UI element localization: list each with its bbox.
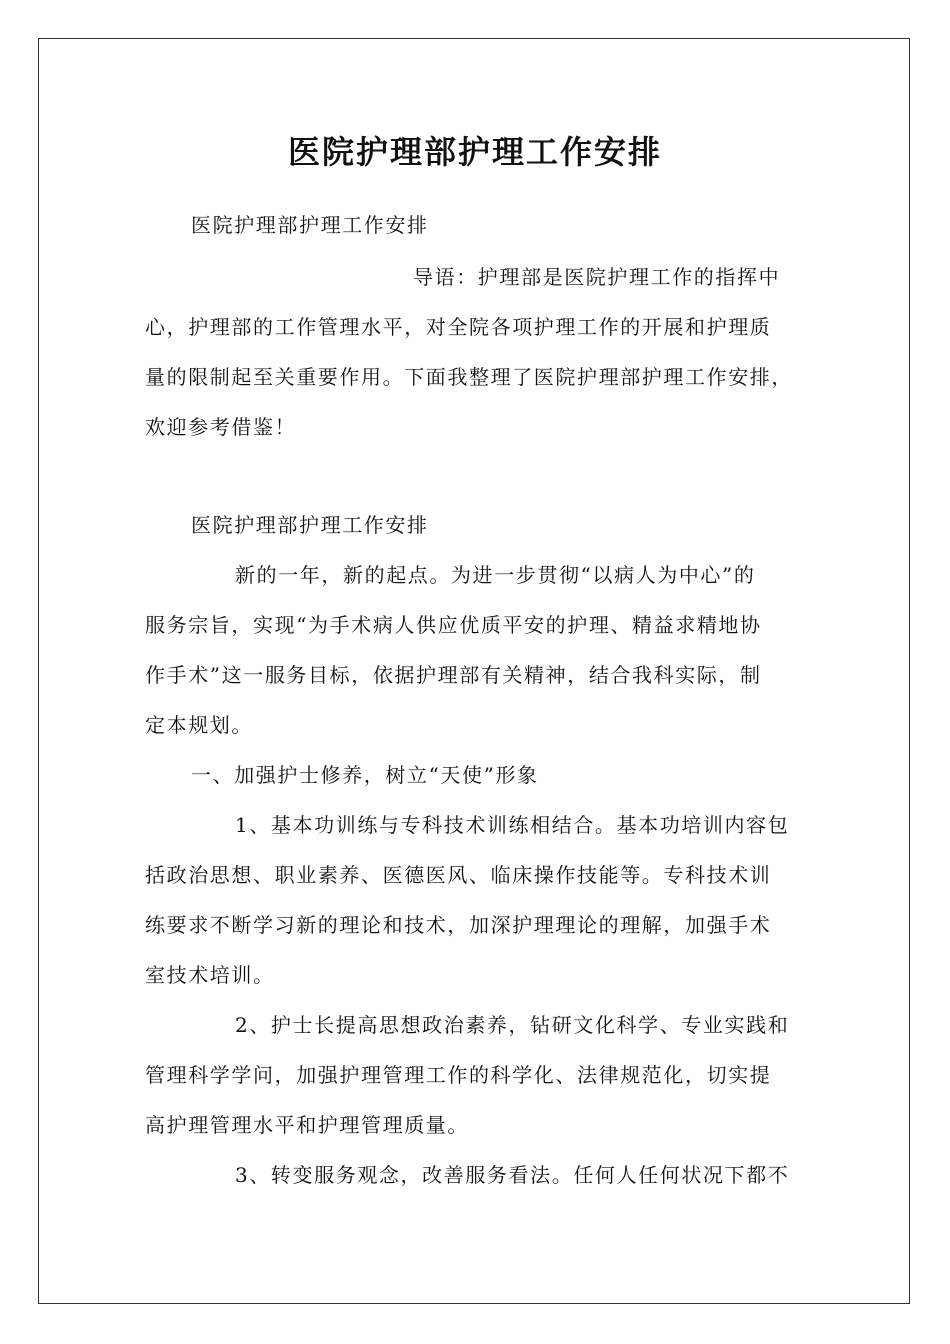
item-line: 室技术培训。 [145,963,275,987]
subtitle-1 [145,200,815,250]
item-3 [145,1150,815,1200]
paragraph-line: 作手术”这一服务目标，依据护理部有关精神，结合我科实际，制 [145,663,762,687]
item-line: 括政治思想、职业素养、医德医风、临床操作技能等。专科技术训 [145,863,772,887]
item-line: 高护理管理水平和护理管理质量。 [145,1113,469,1137]
paragraph-line: 定本规划。 [145,713,253,737]
intro-line: 心，护理部的工作管理水平，对全院各项护理工作的开展和护理质 [145,315,772,339]
section-heading-text: 一、加强护士修养，树立“天使”形象 [191,763,539,787]
item-2 [145,1000,815,1150]
document-title: 医院护理部护理工作安排 [287,133,662,171]
item-line: 2、护士长提高思想政治素养，钻研文化科学、专业实践和 [235,1013,790,1037]
intro-line: 导语：护理部是医院护理工作的指挥中 [413,265,781,289]
paragraph-line: 服务宗旨，实现“为手术病人供应优质平安的护理、精益求精地协 [145,613,762,637]
intro-line: 欢迎参考借鉴！ [145,415,297,439]
subtitle-1-text: 医院护理部护理工作安排 [191,213,429,237]
intro-paragraph [145,252,815,452]
intro-line: 量的限制起至关重要作用。下面我整理了医院护理部护理工作安排， [145,365,793,389]
item-line: 练要求不断学习新的理论和技术，加深护理理论的理解，加强手术 [145,913,772,937]
paragraph-line: 新的一年，新的起点。为进一步贯彻“以病人为中心”的 [235,563,756,587]
item-line: 1、基本功训练与专科技术训练相结合。基本功培训内容包 [235,813,790,837]
item-1 [145,800,815,1000]
section-1-heading [145,750,815,800]
paragraph-1 [145,550,815,750]
item-line: 3、转变服务观念，改善服务看法。任何人任何状况下都不 [235,1163,790,1187]
subtitle-2-text: 医院护理部护理工作安排 [191,513,429,537]
subtitle-2 [145,500,815,550]
item-line: 管理科学学问，加强护理管理工作的科学化、法律规范化，切实提 [145,1063,772,1087]
